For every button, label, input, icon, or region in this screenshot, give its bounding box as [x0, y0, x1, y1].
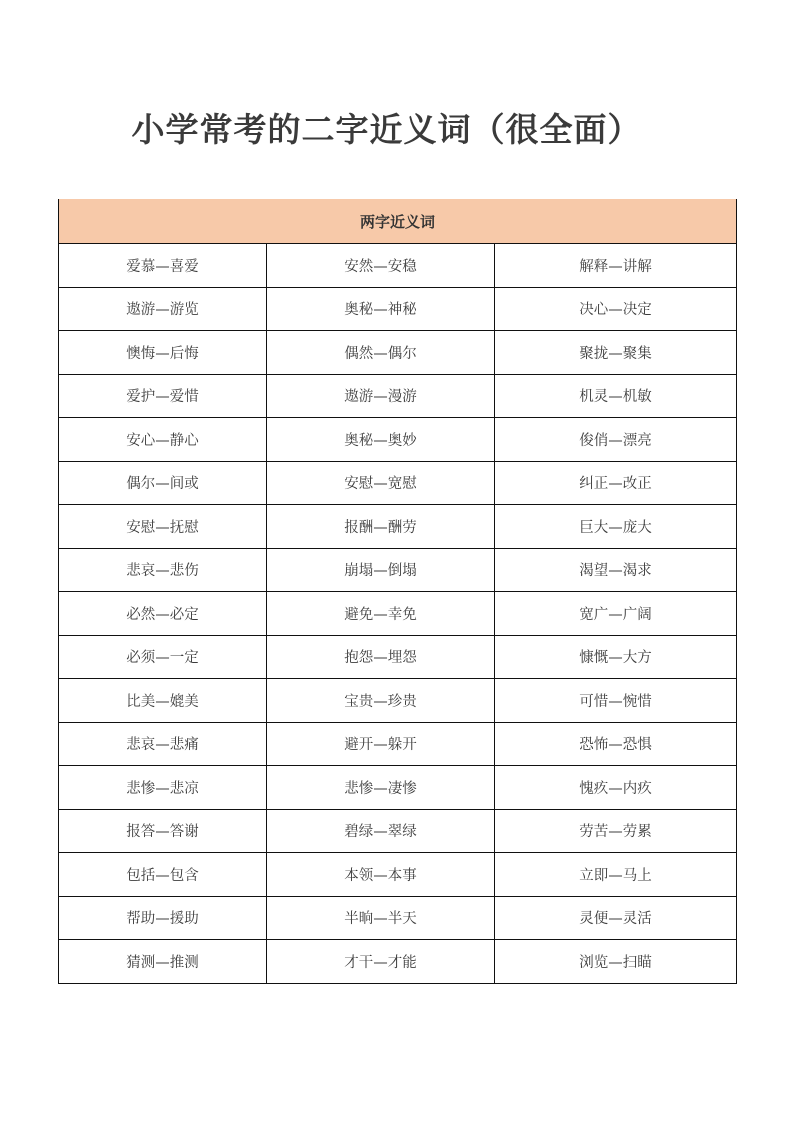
synonym-pair-cell: 决心—决定: [495, 287, 737, 331]
table-row: [59, 722, 737, 766]
table-row: [59, 809, 737, 853]
synonym-pair-cell: 半晌—半天: [267, 896, 495, 940]
synonym-pair-cell: 偶尔—间或: [59, 461, 267, 505]
table-row: [59, 766, 737, 810]
synonym-pair-cell: 才干—才能: [267, 940, 495, 984]
synonym-pair-cell: 必然—必定: [59, 592, 267, 636]
table-row: [59, 548, 737, 592]
table-row: [59, 461, 737, 505]
table-row: [59, 374, 737, 418]
synonym-pair-cell: 爱护—爱惜: [59, 374, 267, 418]
synonym-pair-cell: 安然—安稳: [267, 244, 495, 288]
table-row: [59, 592, 737, 636]
table-header: 两字近义词: [59, 199, 737, 244]
synonym-pair-cell: 比美—媲美: [59, 679, 267, 723]
synonym-pair-cell: 渴望—渴求: [495, 548, 737, 592]
synonym-pair-cell: 安慰—抚慰: [59, 505, 267, 549]
synonym-pair-cell: 悲惨—凄惨: [267, 766, 495, 810]
synonym-pair-cell: 立即—马上: [495, 853, 737, 897]
table-body: [59, 244, 737, 984]
synonym-pair-cell: 遨游—游览: [59, 287, 267, 331]
synonym-pair-cell: 机灵—机敏: [495, 374, 737, 418]
synonym-pair-cell: 悲哀—悲伤: [59, 548, 267, 592]
synonym-pair-cell: 聚拢—聚集: [495, 331, 737, 375]
table-row: [59, 331, 737, 375]
table-row: [59, 853, 737, 897]
synonym-pair-cell: 爱慕—喜爱: [59, 244, 267, 288]
synonym-pair-cell: 安慰—宽慰: [267, 461, 495, 505]
table-row: [59, 635, 737, 679]
synonym-pair-cell: 偶然—偶尔: [267, 331, 495, 375]
synonym-pair-cell: 恐怖—恐惧: [495, 722, 737, 766]
synonym-pair-cell: 避免—幸免: [267, 592, 495, 636]
synonym-pair-cell: 安心—静心: [59, 418, 267, 462]
synonym-pair-cell: 浏览—扫瞄: [495, 940, 737, 984]
synonym-pair-cell: 奥秘—神秘: [267, 287, 495, 331]
table-row: [59, 287, 737, 331]
synonym-pair-cell: 遨游—漫游: [267, 374, 495, 418]
table-row: [59, 896, 737, 940]
synonym-pair-cell: 宝贵—珍贵: [267, 679, 495, 723]
synonym-pair-cell: 愧疚—内疚: [495, 766, 737, 810]
table-row: [59, 244, 737, 288]
synonym-pair-cell: 本领—本事: [267, 853, 495, 897]
synonym-pair-cell: 巨大—庞大: [495, 505, 737, 549]
synonym-pair-cell: 灵便—灵活: [495, 896, 737, 940]
synonym-pair-cell: 悲哀—悲痛: [59, 722, 267, 766]
synonym-pair-cell: 必须—一定: [59, 635, 267, 679]
synonym-table: [58, 199, 737, 984]
table-row: [59, 940, 737, 984]
table-row: [59, 418, 737, 462]
table-row: [59, 505, 737, 549]
synonym-pair-cell: 纠正—改正: [495, 461, 737, 505]
synonym-pair-cell: 崩塌—倒塌: [267, 548, 495, 592]
synonym-pair-cell: 宽广—广阔: [495, 592, 737, 636]
synonym-pair-cell: 慷慨—大方: [495, 635, 737, 679]
synonym-pair-cell: 包括—包含: [59, 853, 267, 897]
synonym-pair-cell: 报酬—酬劳: [267, 505, 495, 549]
synonym-pair-cell: 悲惨—悲凉: [59, 766, 267, 810]
synonym-pair-cell: 俊俏—漂亮: [495, 418, 737, 462]
synonym-pair-cell: 解释—讲解: [495, 244, 737, 288]
synonym-pair-cell: 碧绿—翠绿: [267, 809, 495, 853]
synonym-pair-cell: 可惜—惋惜: [495, 679, 737, 723]
page-title: 小学常考的二字近义词（很全面）: [131, 110, 642, 149]
table-header-row: [59, 199, 737, 244]
synonym-pair-cell: 奥秘—奥妙: [267, 418, 495, 462]
synonym-pair-cell: 帮助—援助: [59, 896, 267, 940]
synonym-pair-cell: 抱怨—埋怨: [267, 635, 495, 679]
table-row: [59, 679, 737, 723]
synonym-pair-cell: 懊悔—后悔: [59, 331, 267, 375]
synonym-pair-cell: 猜测—推测: [59, 940, 267, 984]
synonym-pair-cell: 劳苦—劳累: [495, 809, 737, 853]
synonym-table-container: [58, 199, 736, 984]
synonym-pair-cell: 避开—躲开: [267, 722, 495, 766]
synonym-pair-cell: 报答—答谢: [59, 809, 267, 853]
